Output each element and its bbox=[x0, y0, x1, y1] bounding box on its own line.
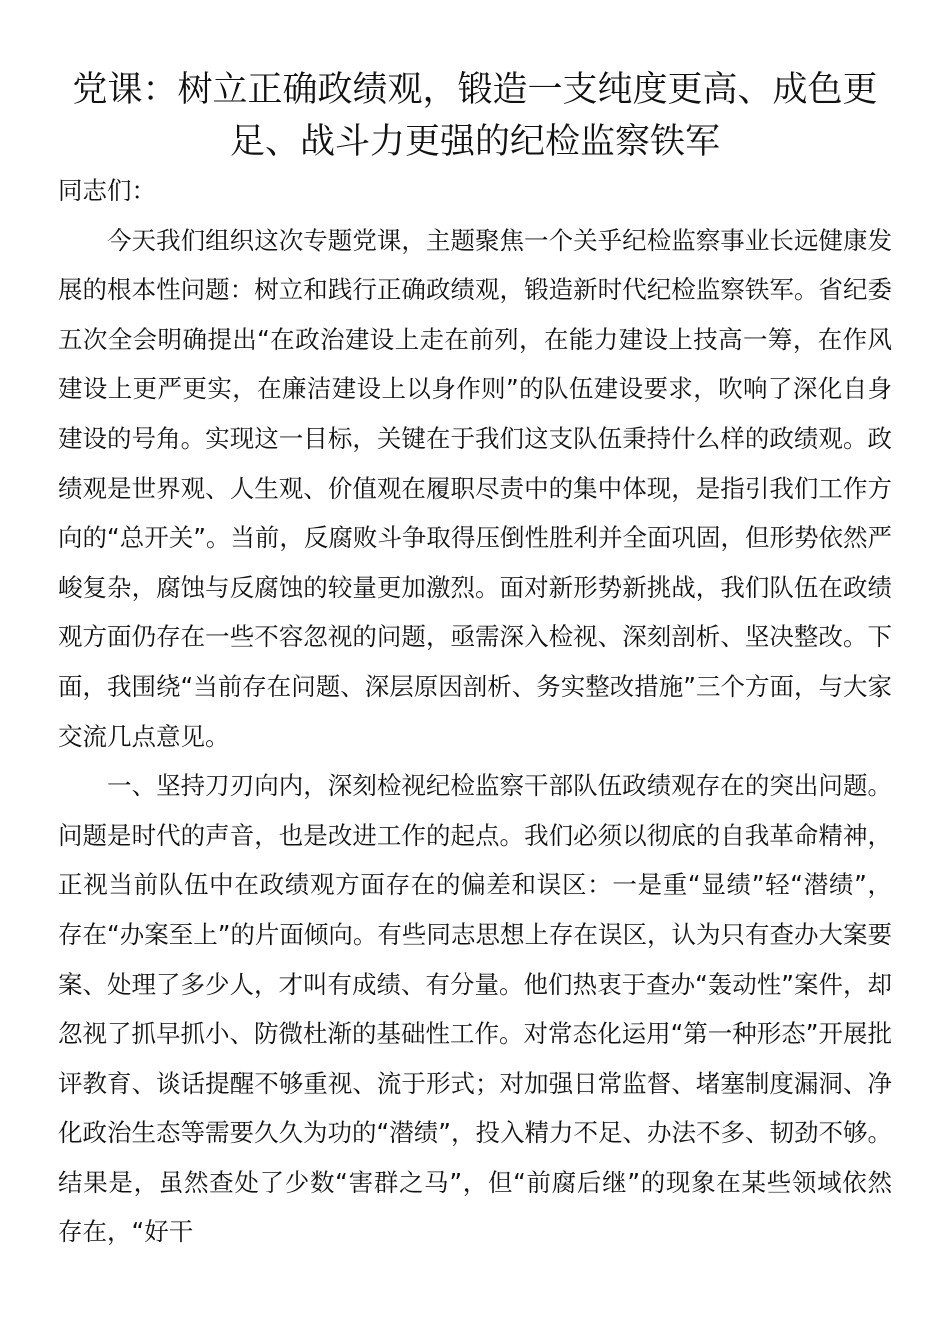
document-body bbox=[58, 166, 892, 1257]
title-line-1: 党课：树立正确政绩观，锻造一支纯度更高、成色更 bbox=[72, 70, 878, 110]
paragraph-section-one: 一、坚持刀刃向内，深刻检视纪检监察干部队伍政绩观存在的突出问题。问题是时代的声音，也是改进工作的起点。我们必须以彻底的自我革命精神，正视当前队伍中在政绩观方面存在的偏差和误区：一是重“显绩”轻“潜绩”，存在“办案至上”的片面倾向。有些同志思想上存在误区，认为只有查办大案要案、处理了多少人，才叫有成绩、有分量。他们热衷于查办“轰动性”案件，却忽视了抓早抓小、防微杜渐的基础性工作。对常态化运用“第一种形态”开展批评教育、谈话提醒不够重视、流于形式；对加强日常监督、堵塞制度漏洞、净化政治生态等需要久久为功的“潜绩”，投入精力不足、办法不多、韧劲不够。结果是，虽然查处了少数“害群之马”，但“前腐后继”的现象在某些领域依然存在，“好干 bbox=[58, 771, 892, 1247]
salutation: 同志们： bbox=[58, 176, 156, 205]
title-line-2: 足、战斗力更强的纪检监察铁军 bbox=[229, 122, 720, 162]
paragraph-intro: 今天我们组织这次专题党课，主题聚焦一个关乎纪检监察事业长远健康发展的根本性问题：树立和践行正确政绩观，锻造新时代纪检监察铁军。省纪委五次全会明确提出“在政治建设上走在前列，在能力建设上技高一筹，在作风建设上更严更实，在廉洁建设上以身作则”的队伍建设要求，吹响了深化自身建设的号角。实现这一目标，关键在于我们这支队伍秉持什么样的政绩观。政绩观是世界观、人生观、价值观在履职尽责中的集中体现，是指引我们工作方向的“总开关”。当前，反腐败斗争取得压倒性胜利并全面巩固，但形势依然严峻复杂，腐蚀与反腐蚀的较量更加激烈。面对新形势新挑战，我们队伍在政绩观方面仍存在一些不容忽视的问题，亟需深入检视、深刻剖析、坚决整改。下面，我围绕“当前存在问题、深层原因剖析、务实整改措施”三个方面，与大家交流几点意见。 bbox=[58, 225, 892, 751]
document-title bbox=[40, 64, 910, 168]
